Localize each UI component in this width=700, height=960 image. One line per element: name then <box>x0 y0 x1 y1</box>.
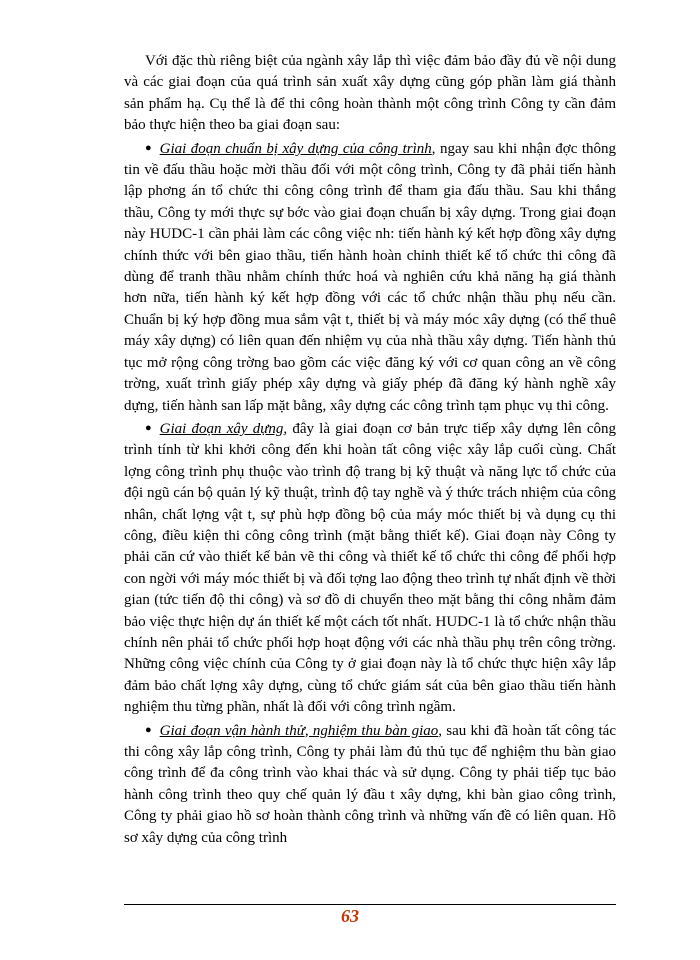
stage-2-text: , đây là giai đoạn cơ bản trực tiếp xây dựng lên công trình tính từ khi khởi công đến khi hoàn tất công việc xây lắp cuối cùng. Chất lợng công trình phụ thuộc vào trình độ trang bị kỹ thuật và năng lực tổ chức của đội ngũ cán bộ quản lý kỹ thuật, trình độ tay nghề và ý thức trách nhiệm của công nhân, chất lợng vật t, sự phù hợp đồng bộ của máy móc thiết bị và dụng cụ thi công, điều kiện thi công công trình (mặt bằng thiết kế). Giai đoạn này Công ty phải căn cứ vào thiết kế bản vẽ thi công và thiết kế tổ chức thi công để phối hợp con ngời với máy móc thiết bị và đối tợng lao động theo trình tự nhất định về thời gian (tức tiến độ thi công) và sơ đồ di chuyển theo mặt bằng thi công nhằm đảm bảo việc thực hiện dự án thiết kế một cách tốt nhất. HUDC-1 là tổ chức nhận thầu chính nên phải tổ chức phối hợp hoạt động với các nhà thầu phụ trên công trờng. Những công việc chính của Công ty ở giai đoạn này là tổ chức thực hiện xây lắp đảm bảo chất lợng xây dựng, cùng tổ chức giám sát của bên giao thầu tiến hành nghiệm thu từng phần, nhất là đối với công trình ngầm. <box>124 420 616 716</box>
stage-3-paragraph <box>124 720 616 849</box>
footer-divider <box>124 904 616 905</box>
bullet-icon: ● <box>145 141 152 154</box>
text-body <box>124 51 616 849</box>
stage-3-title: Giai đoạn vận hành thử, nghiệm thu bàn giao <box>159 722 439 739</box>
stage-1-title: Giai đoạn chuẩn bị xây dựng của công trình <box>159 140 432 157</box>
intro-paragraph: Với đặc thù riêng biệt của ngành xây lắp thì việc đảm bảo đầy đủ về nội dung và các giai đoạn của quá trình sản xuất xây dựng cũng góp phần làm giá thành sản phẩm hạ. Cụ thể là để thi công hoàn thành một công trình Công ty cần đảm bảo thực hiện theo ba giai đoạn sau: <box>124 53 616 134</box>
stage-2-title: Giai đoạn xây dựng <box>159 420 284 437</box>
bullet-icon: ● <box>145 723 152 736</box>
stage-1-paragraph <box>124 138 616 417</box>
stage-3-text: , sau khi đã hoàn tất công tác thi công xây lắp công trình, Công ty phải làm đủ thủ tục để nghiệm thu bàn giao công trình để đa công trình vào khai thác và sử dụng. Công ty phải tiếp tục bảo hành công trình theo quy chế quản lý đầu t xây dựng, khi bàn giao công trình, Công ty phải giao hồ sơ hoàn thành công trình và những vấn đề có liên quan. Hồ sơ xây dựng của công trình <box>124 722 616 846</box>
page-number: 63 <box>341 906 359 926</box>
stage-2-paragraph <box>124 418 616 719</box>
bullet-icon: ● <box>145 421 152 434</box>
stage-1-text: , ngay sau khi nhận đợc thông tin về đấu thầu hoặc mời thầu đối với một công trình, Công ty đã phải tiến hành lập phơng án tổ chức thi công công trình để tham gia đấu thầu. Sau khi thắng thầu, Công ty mới thực sự bớc vào giai đoạn chuẩn bị xây dựng. Trong giai đoạn này HUDC-1 cần phải làm các công việc nh: tiến hành ký kết hợp đồng xây dựng chính thức với bên giao thầu, tiến hành hoàn chỉnh thiết kế tổ chức thi công đã dùng để tranh thầu nhằm chính thức hoá và nghiên cứu khả năng hạ giá thành hơn nữa, tiến hành ký kết hợp đồng với các tổ chức nhận thầu phụ nếu cần. Chuẩn bị ký hợp đồng mua sắm vật t, thiết bị và máy móc xây dựng (có thể thuê máy xây dựng) có liên quan đến nhiệm vụ của nhà thầu xây dựng. Tiến hành thủ tục mở rộng công trờng bao gồm các việc đăng ký với cơ quan công an về công trờng, xuất trình giấy phép xây dựng và giấy phép đã đăng ký hành nghề xây dựng, tiến hành san lấp mặt bằng, xây dựng các công trình tạm phục vụ thi công. <box>124 140 616 414</box>
